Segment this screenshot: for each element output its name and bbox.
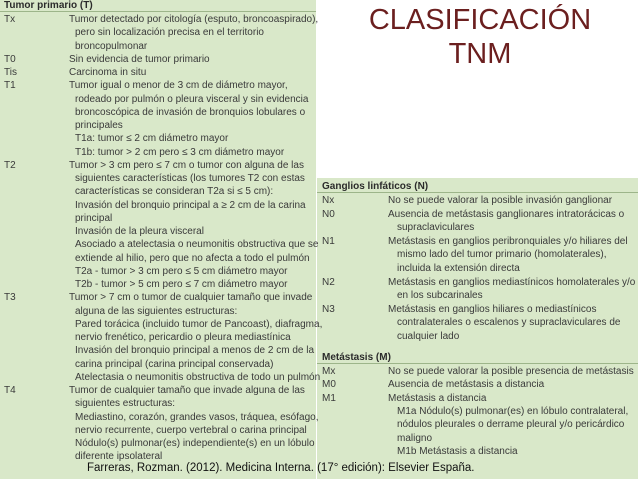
row-code: T1 (4, 80, 16, 92)
row-code: T4 (4, 385, 16, 396)
n-header: Ganglios linfáticos (N) (322, 181, 429, 192)
row-text: Tumor de cualquier tamaño que invade alguna de las (69, 385, 305, 396)
row-text: cualquier lado (397, 331, 460, 342)
row-text: Tumor > 3 cm pero ≤ 7 cm o tumor con alguna de las (69, 159, 304, 171)
row-text: Invasión del bronquio principal a menos de 2 cm de la (75, 345, 315, 357)
row-text: No se puede valorar la posible presencia de metástasis (388, 366, 634, 377)
row-text: maligno (397, 432, 433, 444)
row-code: T3 (4, 292, 16, 304)
row-code: Tx (4, 14, 16, 25)
row-text: en los subcarinales (397, 290, 483, 302)
row-code: N3 (322, 303, 335, 315)
row-text: M1b Metástasis a distancia (397, 445, 518, 457)
row-text: Invasión del bronquio principal a ≥ 2 cm de la carina (75, 199, 306, 211)
row-text: Ausencia de metástasis a distancia (388, 379, 545, 391)
row-text: Tumor igual o menor de 3 cm de diámetro mayor, (69, 80, 288, 92)
row-code: Nx (322, 195, 335, 206)
row-text: Invasión de la pleura visceral (75, 226, 204, 237)
row-text: Mediastino, corazón, grandes vasos, tráquea, esófago, (75, 411, 319, 423)
row-text: Carcinoma in situ (69, 67, 147, 78)
row-text: Ausencia de metástasis ganglionares intratorácicas o (388, 208, 625, 220)
row-text: M1a Nódulo(s) pulmonar(es) en lóbulo contralateral, (397, 405, 629, 417)
title-line-2: TNM (448, 38, 512, 70)
row-text: pero sin localización precisa en el territorio (75, 27, 264, 39)
row-code: Tis (4, 67, 17, 78)
m-header-rule (317, 363, 638, 364)
m-header: Metástasis (M) (322, 352, 391, 363)
row-text: Pared torácica (incluido tumor de Pancoast), diafragma, (75, 318, 323, 330)
row-code: T2 (4, 159, 16, 171)
row-text: principales (75, 120, 123, 131)
row-text: Metástasis en ganglios mediastínicos homolaterales y/o (388, 276, 636, 288)
row-text: extiende al hilio, pero que no afecta a todo el pulmón (75, 252, 310, 264)
row-text: alguna de las siguientes estructuras: (75, 305, 238, 317)
row-text: características se consideran T2a si ≤ 5 cm): (75, 186, 274, 198)
row-text: broncopulmonar (75, 40, 148, 52)
row-text: No se puede valorar la posible invasión ganglionar (388, 195, 613, 206)
row-text: supraclaviculares (397, 222, 475, 234)
row-text: rodeado por pulmón o pleura visceral y sin evidencia (75, 93, 309, 105)
row-code: Mx (322, 366, 336, 377)
row-text: Atelectasia o neumonitis obstructiva de todo un pulmón (75, 371, 321, 383)
row-code: N0 (322, 208, 335, 220)
row-text: siguientes estructuras: (75, 398, 176, 410)
row-text: contralaterales o escalenos y supraclaviculares de (397, 317, 621, 329)
row-text: nervio recurrente, cuerpo vertebral o carina principal (75, 424, 307, 436)
row-code: N1 (322, 235, 335, 247)
row-text: T2b - tumor > 5 cm pero ≤ 7 cm diámetro mayor (75, 279, 288, 290)
row-code: T0 (4, 53, 16, 65)
row-text: T2a - tumor > 3 cm pero ≤ 5 cm diámetro mayor (75, 265, 288, 277)
row-text: T1a: tumor ≤ 2 cm diámetro mayor (75, 133, 229, 145)
row-code: M1 (322, 392, 336, 404)
title-line-1: CLASIFICACIÓN (368, 4, 592, 36)
left-header-rule (0, 11, 316, 12)
row-text: principal (75, 212, 113, 224)
row-text: Metástasis a distancia (388, 392, 487, 404)
row-code: M0 (322, 379, 336, 391)
row-text: carina principal (carina principal conservada) (75, 358, 274, 370)
row-text: Metástasis en ganglios peribronquiales y/o hiliares del (388, 235, 628, 247)
row-text: nervio frenético, pericardio o pleura mediastínica (75, 332, 291, 343)
left-header: Tumor primario (T) (4, 0, 93, 11)
row-text: Asociado a atelectasia o neumonitis obstructiva que se (75, 239, 319, 251)
row-text: T1b: tumor > 2 cm pero ≤ 3 cm diámetro mayor (75, 146, 285, 158)
row-text: mismo lado del tumor primario (homolaterales), (397, 249, 607, 261)
row-text: broncoscópica de invasión de bronquios lobulares o (75, 106, 306, 118)
row-text: Tumor > 7 cm o tumor de cualquier tamaño que invade (69, 292, 313, 304)
row-text: Sin evidencia de tumor primario (69, 53, 210, 65)
citation-caption: Farreras, Rozman. (2012). Medicina Interna. (17° edición): Elsevier España. (87, 462, 475, 474)
row-code: N2 (322, 276, 335, 288)
row-text: Tumor detectado por citología (esputo, broncoaspirado), (69, 14, 319, 25)
row-text: Metástasis en ganglios hiliares o mediastínicos (388, 303, 597, 315)
row-text: incluida la extensión directa (397, 263, 520, 274)
n-header-rule (317, 192, 638, 193)
ganglios-metastasis-panel (317, 178, 638, 479)
row-text: nódulos pleurales o derrame pleural y/o pericárdico (397, 419, 625, 431)
row-text: diferente ipsolateral (75, 451, 163, 463)
row-text: Nódulo(s) pulmonar(es) independiente(s) en un lóbulo (75, 438, 315, 449)
row-text: siguientes características (los tumores T2 con estas (75, 173, 305, 184)
